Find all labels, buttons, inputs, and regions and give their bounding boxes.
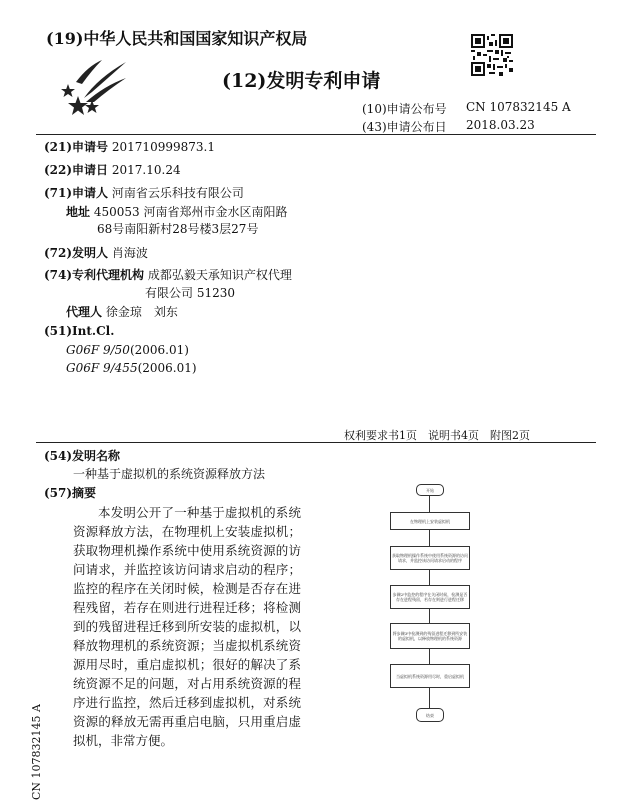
inventor-label: (72)发明人 [44, 246, 109, 260]
intcl2-code: G06F 9/455 [66, 361, 138, 375]
flow-step-2: 获取物理机操作系统中使用系统资源的访问请求，并监控该访问请求启动的程序 [390, 546, 470, 570]
agent: 徐金琼 刘东 [105, 305, 178, 319]
invention-title: 一种基于虚拟机的系统资源释放方法 [73, 467, 266, 481]
address-line2: 68号南阳新村28号楼3层27号 [97, 222, 259, 236]
mid-divider [36, 442, 596, 443]
address-label: 地址 [66, 205, 91, 219]
agency-label: (74)专利代理机构 [44, 268, 145, 282]
flow-step-5: 当虚拟机系统资源用尽时，重启虚拟机 [390, 664, 470, 688]
flow-end: 结束 [416, 708, 444, 722]
office-name: (19)中华人民共和国国家知识产权局 [46, 29, 308, 48]
abstract-text: 本发明公开了一种基于虚拟机的系统资源释放方法，在物理机上安装虚拟机；获取物理机操作系统中使用系统资源的访问请求，并监控该访问请求启动的程序；监控的程序在关闭时候，检测是否存在进程残留，若存在则进行进程迁移；将检测到的残留进程迁移到所安装的虚拟机，以释放物理机的系统资源；当虚拟机系统资源用尽时，重启虚拟机；很好的解决了系统资源不足的问题，对占用系统资源的程序进行监控，然后迁移到虚拟机，对系统资源的释放无需再重启电脑，只用重启虚拟机，非常方便。 [73, 505, 301, 748]
page-counts: 权利要求书1页 说明书4页 附图2页 [344, 429, 530, 442]
qr-code-icon [471, 34, 513, 76]
agency-line2: 有限公司 51230 [145, 286, 235, 300]
app-no-label: (21)申请号 [44, 140, 109, 154]
app-date: 2017.10.24 [111, 163, 181, 177]
intcl1-ver: (2006.01) [129, 343, 189, 357]
flow-start: 开始 [416, 484, 444, 496]
pub-no-label: (10)申请公布号 [362, 102, 447, 116]
applicant-label: (71)申请人 [44, 186, 109, 200]
intcl-label: (51)Int.Cl. [44, 324, 115, 338]
flow-step-3: 步骤2中监控的程序在关闭时候，检测是否存在进程残留，若存在则进行进程迁移 [390, 585, 470, 609]
app-no: 201710999873.1 [111, 140, 215, 154]
pub-date: 2018.03.23 [466, 118, 535, 132]
doc-type: (12)发明专利申请 [222, 70, 381, 92]
pub-no: CN 107832145 A [466, 100, 571, 114]
flow-step-1: 在物理机上安装虚拟机 [390, 512, 470, 530]
title-label: (54)发明名称 [44, 449, 121, 463]
top-divider [36, 134, 596, 135]
intcl1-code: G06F 9/50 [66, 343, 130, 357]
stars-logo-icon [58, 58, 128, 120]
app-date-label: (22)申请日 [44, 163, 109, 177]
agent-label: 代理人 [66, 305, 103, 319]
address-line1: 450053 河南省郑州市金水区南阳路 [93, 205, 288, 219]
applicant: 河南省云乐科技有限公司 [111, 186, 244, 200]
inventor: 肖海波 [111, 246, 148, 260]
flow-step-4: 将步骤3中检测到的残留进程迁移到所安装的虚拟机，以释放物理机的系统资源 [390, 623, 470, 649]
agency-line1: 成都弘毅天承知识产权代理 [147, 268, 292, 282]
intcl2-ver: (2006.01) [137, 361, 197, 375]
abstract-label: (57)摘要 [44, 486, 97, 500]
side-publication-code: CN 107832145 A [30, 704, 43, 800]
pub-date-label: (43)申请公布日 [362, 120, 447, 134]
